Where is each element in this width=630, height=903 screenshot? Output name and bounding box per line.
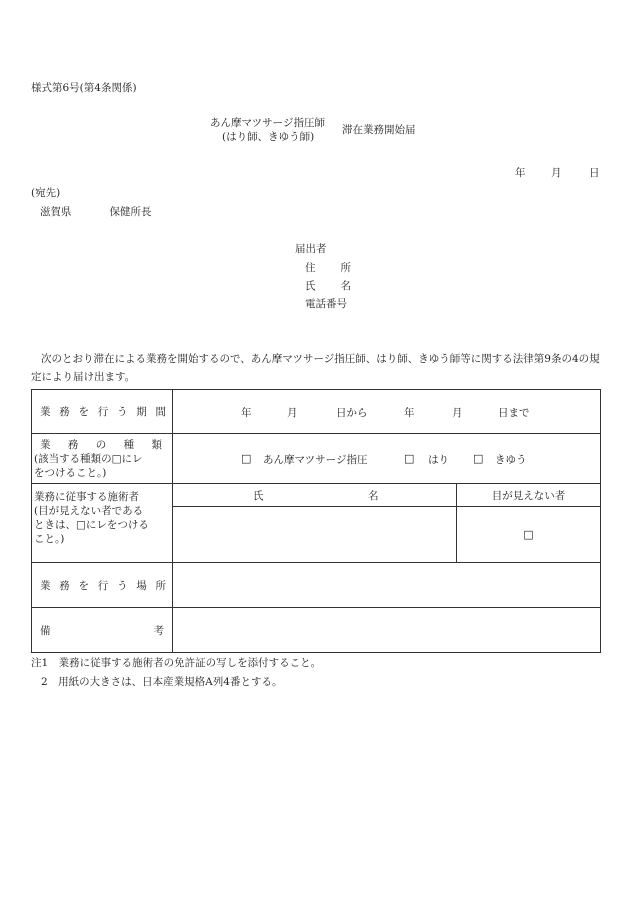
addressee-suffix: 保健所長: [109, 206, 152, 218]
row-practitioner-header: [32, 484, 601, 507]
addressee-heading: (宛先): [31, 187, 61, 199]
title-line-alt-professions: (はり師、きゆう師): [222, 131, 315, 143]
row-remarks: [32, 608, 601, 653]
label-remarks: 備 考: [32, 608, 173, 653]
field-practitioner-name[interactable]: [173, 507, 457, 563]
note-1: 注1 業務に従事する施術者の免許証の写しを添付すること。: [31, 657, 322, 669]
date-day: 日: [589, 167, 600, 179]
row-business-period: [32, 390, 601, 434]
notifier-address-label: 住 所: [305, 262, 351, 274]
checkbox-blind-practitioner[interactable]: □: [457, 507, 601, 563]
label-practitioner: 業務に従事する施術者 (目が見えない者である ときは、□にレをつける こと。): [32, 484, 173, 563]
checkbox-hari[interactable]: □: [404, 451, 415, 465]
date-year: 年: [515, 167, 526, 179]
checkbox-anma[interactable]: □: [241, 451, 252, 465]
note-2: 2 用紙の大きさは、日本産業規格A列4番とする。: [41, 676, 283, 688]
label-business-type: 業 務 の 種 類 (該当する種類の□にレ をつけること。): [32, 434, 173, 484]
option-anma-label: あん摩マツサージ指圧: [263, 453, 368, 466]
label-business-place: 業 務 を 行 う 場 所: [32, 563, 173, 608]
field-business-type: [173, 434, 601, 484]
field-business-place[interactable]: [173, 563, 601, 608]
title-line-document-type: 滞在業務開始届: [342, 124, 416, 136]
notifier-name-label: 氏 名: [305, 280, 351, 292]
option-kyu-label: きゆう: [495, 453, 527, 466]
header-blind-practitioner: 目が見えない者: [457, 484, 601, 507]
declaration-text: 次のとおり滞在による業務を開始するので、あん摩マツサージ指圧師、はり師、きゆう師等に関する法律第9条の4の規定により届け出ます。: [31, 353, 600, 383]
addressee-prefecture: 滋賀県: [40, 206, 72, 218]
title-line-profession: あん摩マツサージ指圧師: [210, 117, 325, 129]
field-business-period[interactable]: 年 月 日から 年 月 日まで: [173, 390, 601, 434]
addressee: [40, 206, 152, 219]
checkbox-kyu[interactable]: □: [473, 451, 484, 465]
notifier-phone-label: 電話番号: [305, 298, 347, 310]
field-remarks[interactable]: [173, 608, 601, 653]
date-month: 月: [551, 167, 562, 179]
notifier-header: 届出者: [295, 243, 327, 255]
row-business-place: [32, 563, 601, 608]
form-number: 様式第6号(第4条関係): [31, 82, 137, 94]
row-business-type: [32, 434, 601, 484]
option-hari-label: はり: [428, 453, 449, 466]
header-practitioner-name: 氏 名: [173, 484, 457, 507]
label-business-period: 業 務 を 行 う 期 間: [32, 390, 173, 434]
business-form-table: [31, 389, 601, 653]
